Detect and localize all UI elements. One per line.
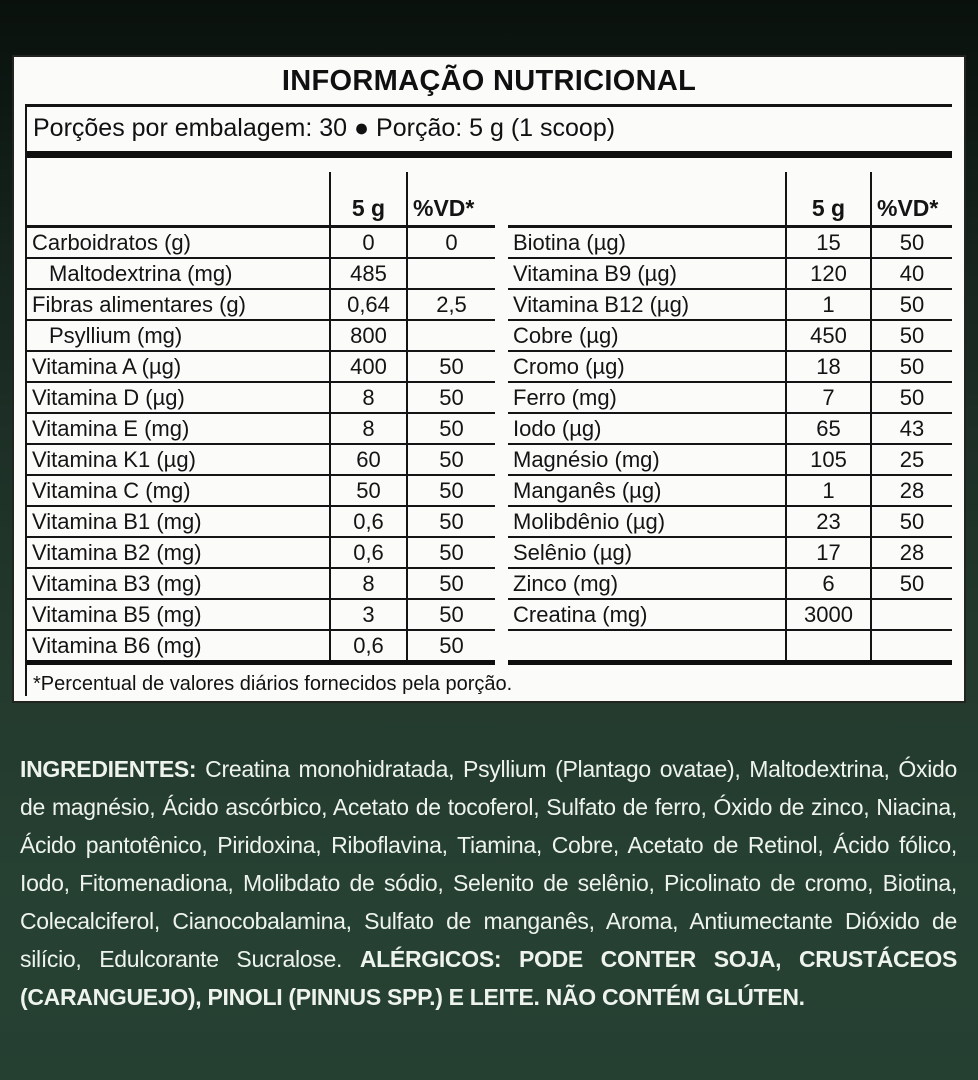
nutrient-label: Magnésio (mg) — [508, 444, 786, 475]
nutrient-tables — [27, 172, 952, 665]
amount-value: 8 — [330, 568, 407, 599]
header-label-cell — [508, 172, 786, 227]
amount-value: 0,64 — [330, 289, 407, 320]
dv-value: 50 — [871, 289, 952, 320]
table-row — [508, 444, 952, 475]
table-row — [508, 289, 952, 320]
nutrient-label: Molibdênio (µg) — [508, 506, 786, 537]
amount-value: 50 — [330, 475, 407, 506]
amount-value: 0,6 — [330, 537, 407, 568]
amount-value: 120 — [786, 258, 871, 289]
nutrient-label: Vitamina B6 (mg) — [27, 630, 330, 663]
table-row — [508, 227, 952, 259]
table-row — [27, 506, 495, 537]
amount-value: 18 — [786, 351, 871, 382]
amount-value: 0,6 — [330, 630, 407, 663]
nutrient-label: Fibras alimentares (g) — [27, 289, 330, 320]
table-row — [27, 227, 495, 259]
amount-value: 3 — [330, 599, 407, 630]
nutrient-label: Vitamina E (mg) — [27, 413, 330, 444]
table-row — [27, 413, 495, 444]
dv-value — [407, 320, 495, 351]
dv-value: 50 — [407, 537, 495, 568]
amount-value: 105 — [786, 444, 871, 475]
table-header-row — [27, 172, 495, 227]
table-row — [27, 630, 495, 663]
panel-title: INFORMAÇÃO NUTRICIONAL — [281, 65, 697, 97]
amount-value: 15 — [786, 227, 871, 259]
amount-value: 6 — [786, 568, 871, 599]
amount-value: 400 — [330, 351, 407, 382]
table-row — [508, 382, 952, 413]
nutrient-label: Vitamina C (mg) — [27, 475, 330, 506]
nutrient-table-left — [27, 172, 495, 665]
nutrient-label: Cobre (µg) — [508, 320, 786, 351]
dv-value — [871, 599, 952, 630]
table-row — [27, 289, 495, 320]
table-row — [508, 630, 952, 663]
dv-value: 50 — [407, 599, 495, 630]
nutrient-label: Biotina (µg) — [508, 227, 786, 259]
table-row — [27, 599, 495, 630]
table-row — [27, 475, 495, 506]
nutrient-label: Creatina (mg) — [508, 599, 786, 630]
amount-value — [786, 630, 871, 663]
table-row — [27, 568, 495, 599]
dv-value: 50 — [407, 382, 495, 413]
allergens-text: ALÉRGICOS: PODE CONTER SOJA, CRUSTÁCEOS (CARANGUEJO), PINOLI (PINNUS SPP.) E LEITE. NÃO CONTÉM GLÚTEN. — [20, 946, 958, 1010]
nutrient-label: Vitamina B2 (mg) — [27, 537, 330, 568]
dv-value: 25 — [871, 444, 952, 475]
amount-value: 0 — [330, 227, 407, 259]
dv-value: 40 — [871, 258, 952, 289]
dv-value: 50 — [871, 382, 952, 413]
table-row — [508, 351, 952, 382]
nutrient-label: Ferro (mg) — [508, 382, 786, 413]
table-header-row — [508, 172, 952, 227]
dv-value: 50 — [871, 506, 952, 537]
nutrient-label: Iodo (µg) — [508, 413, 786, 444]
dv-value: 43 — [871, 413, 952, 444]
ingredients-paragraph — [20, 750, 957, 1016]
table-row — [27, 444, 495, 475]
nutrient-label: Carboidratos (g) — [27, 227, 330, 259]
nutrient-label: Vitamina B1 (mg) — [27, 506, 330, 537]
table-row — [27, 382, 495, 413]
header-dv-cell: %VD* — [871, 172, 952, 227]
nutrient-table-right — [508, 172, 952, 665]
panel-inner — [25, 104, 952, 696]
servings-line: Porções por embalagem: 30 ● Porção: 5 g (1 scoop) — [27, 107, 952, 158]
dv-value: 28 — [871, 475, 952, 506]
amount-value: 23 — [786, 506, 871, 537]
nutrient-label: Zinco (mg) — [508, 568, 786, 599]
amount-value: 7 — [786, 382, 871, 413]
ingredients-label: INGREDIENTES: — [20, 756, 197, 782]
dv-value: 50 — [871, 227, 952, 259]
dv-value: 0 — [407, 227, 495, 259]
header-amount-cell: 5 g — [786, 172, 871, 227]
dv-value: 50 — [407, 444, 495, 475]
nutrient-label: Vitamina B9 (µg) — [508, 258, 786, 289]
amount-value: 3000 — [786, 599, 871, 630]
nutrient-label: Maltodextrina (mg) — [27, 258, 330, 289]
dv-value — [407, 258, 495, 289]
ingredients-text: Creatina monohidratada, Psyllium (Plantago ovatae), Maltodextrina, Óxido de magnésio, Ácido ascórbico, Acetato de tocoferol, Sulfato de ferro, Óxido de zinco, Niacina, Ácido pantotênico, Piridoxina, Riboflavina, Tiamina, Cobre, Acetato de Retinol, Ácido fólico, Iodo, Fitomenadiona, Molibdato de sódio, Selenito de selênio, Picolinato de cromo, Biotina, Colecalciferol, Cianocobalamina, Sulfato de manganês, Aroma, Antiumectante Dióxido de silício, Edulcorante Sucralose. — [20, 756, 957, 972]
dv-value: 50 — [871, 351, 952, 382]
table-row — [508, 568, 952, 599]
nutrient-label: Vitamina B5 (mg) — [27, 599, 330, 630]
amount-value: 800 — [330, 320, 407, 351]
nutrient-label: Vitamina A (µg) — [27, 351, 330, 382]
nutrient-label: Vitamina D (µg) — [27, 382, 330, 413]
nutrient-label: Manganês (µg) — [508, 475, 786, 506]
amount-value: 8 — [330, 382, 407, 413]
dv-value: 2,5 — [407, 289, 495, 320]
table-row — [508, 599, 952, 630]
table-row — [27, 351, 495, 382]
table-row — [508, 537, 952, 568]
amount-value: 60 — [330, 444, 407, 475]
header-label-cell — [27, 172, 330, 227]
table-row — [508, 506, 952, 537]
nutrition-facts-panel — [12, 55, 966, 703]
table-row — [508, 320, 952, 351]
table-row — [27, 320, 495, 351]
nutrient-label: Cromo (µg) — [508, 351, 786, 382]
amount-value: 450 — [786, 320, 871, 351]
dv-value — [871, 630, 952, 663]
nutrient-label: Vitamina B12 (µg) — [508, 289, 786, 320]
header-amount-cell: 5 g — [330, 172, 407, 227]
nutrient-label: Vitamina B3 (mg) — [27, 568, 330, 599]
amount-value: 17 — [786, 537, 871, 568]
amount-value: 8 — [330, 413, 407, 444]
dv-value: 50 — [407, 630, 495, 663]
dv-value: 50 — [407, 506, 495, 537]
daily-value-footnote: *Percentual de valores diários fornecidos pela porção. — [33, 673, 513, 695]
table-row — [508, 413, 952, 444]
dv-value: 50 — [871, 320, 952, 351]
dv-value: 50 — [407, 568, 495, 599]
amount-value: 65 — [786, 413, 871, 444]
dv-value: 28 — [871, 537, 952, 568]
amount-value: 1 — [786, 475, 871, 506]
table-row — [27, 258, 495, 289]
dv-value: 50 — [407, 413, 495, 444]
dv-value: 50 — [407, 351, 495, 382]
nutrient-label — [508, 630, 786, 663]
dv-value: 50 — [871, 568, 952, 599]
amount-value: 485 — [330, 258, 407, 289]
amount-value: 0,6 — [330, 506, 407, 537]
header-dv-cell: %VD* — [407, 172, 495, 227]
table-row — [508, 475, 952, 506]
table-row — [27, 537, 495, 568]
nutrient-label: Selênio (µg) — [508, 537, 786, 568]
nutrient-label: Psyllium (mg) — [27, 320, 330, 351]
amount-value: 1 — [786, 289, 871, 320]
nutrient-label: Vitamina K1 (µg) — [27, 444, 330, 475]
table-row — [508, 258, 952, 289]
dv-value: 50 — [407, 475, 495, 506]
